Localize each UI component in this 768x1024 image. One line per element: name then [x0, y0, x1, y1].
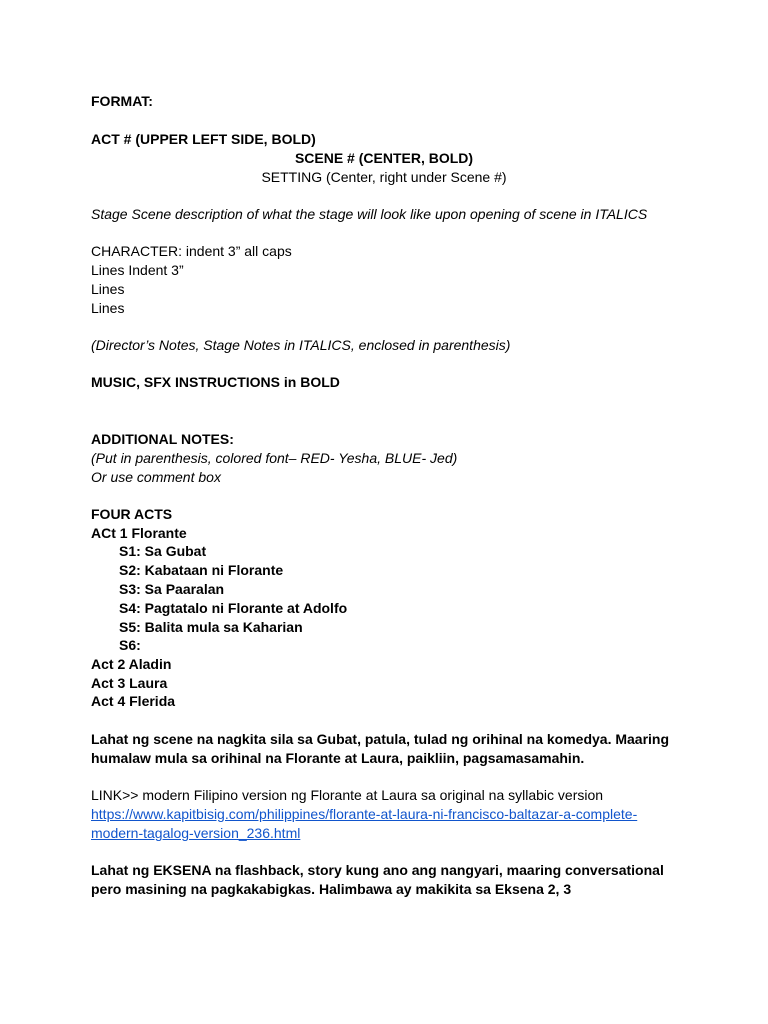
- paragraph-line: pero masining na pagkakabigkas. Halimbawa ay makikita sa Eksena 2, 3: [91, 881, 572, 897]
- format-heading: FORMAT:: [91, 93, 153, 109]
- kapitbisig-link-continued[interactable]: modern-tagalog-version_236.html: [91, 825, 301, 841]
- lines-format-line: Lines Indent 3”: [91, 262, 184, 278]
- act-heading: ACt 1 Florante: [91, 525, 187, 541]
- additional-note: (Put in parenthesis, colored font– RED- Yesha, BLUE- Jed): [91, 450, 458, 466]
- additional-note: Or use comment box: [91, 469, 221, 485]
- lines-format-line: Lines: [91, 281, 125, 297]
- paragraph-line: Lahat ng EKSENA na flashback, story kung ano ang nangyari, maaring conversational: [91, 862, 664, 878]
- scene-list-item: S4: Pagtatalo ni Florante at Adolfo: [119, 600, 348, 616]
- scene-list-item: S2: Kabataan ni Florante: [119, 562, 284, 578]
- act-heading: Act 2 Aladin: [91, 656, 172, 672]
- scene-list-item: S1: Sa Gubat: [119, 543, 207, 559]
- stage-description-line: Stage Scene description of what the stage will look like upon opening of scene in ITALICS: [91, 206, 648, 222]
- paragraph-line: humalaw mula sa orihinal na Florante at Laura, paikliin, pagsamasamahin.: [91, 750, 585, 766]
- scene-list-item: S6:: [119, 637, 141, 653]
- four-acts-heading: FOUR ACTS: [91, 506, 173, 522]
- scene-list-item: S5: Balita mula sa Kaharian: [119, 619, 303, 635]
- act-heading: Act 4 Flerida: [91, 693, 176, 709]
- scene-list-item: S3: Sa Paaralan: [119, 581, 225, 597]
- paragraph-line: Lahat ng scene na nagkita sila sa Gubat, patula, tulad ng orihinal na komedya. Maaring: [91, 731, 670, 747]
- music-sfx-line: MUSIC, SFX INSTRUCTIONS in BOLD: [91, 374, 340, 390]
- additional-notes-heading: ADDITIONAL NOTES:: [91, 431, 234, 447]
- act-format-line: ACT # (UPPER LEFT SIDE, BOLD): [91, 131, 316, 147]
- act-heading: Act 3 Laura: [91, 675, 168, 691]
- scene-format-line: SCENE # (CENTER, BOLD): [294, 150, 474, 166]
- setting-format-line: SETTING (Center, right under Scene #): [261, 169, 507, 185]
- director-notes-line: (Director’s Notes, Stage Notes in ITALICS, enclosed in parenthesis): [91, 337, 511, 353]
- character-format-line: CHARACTER: indent 3” all caps: [91, 243, 292, 259]
- kapitbisig-link[interactable]: https://www.kapitbisig.com/philippines/florante-at-laura-ni-francisco-baltazar-a-complete-: [91, 806, 638, 822]
- link-intro-line: LINK>> modern Filipino version ng Florante at Laura sa original na syllabic version: [91, 787, 604, 803]
- lines-format-line: Lines: [91, 300, 125, 316]
